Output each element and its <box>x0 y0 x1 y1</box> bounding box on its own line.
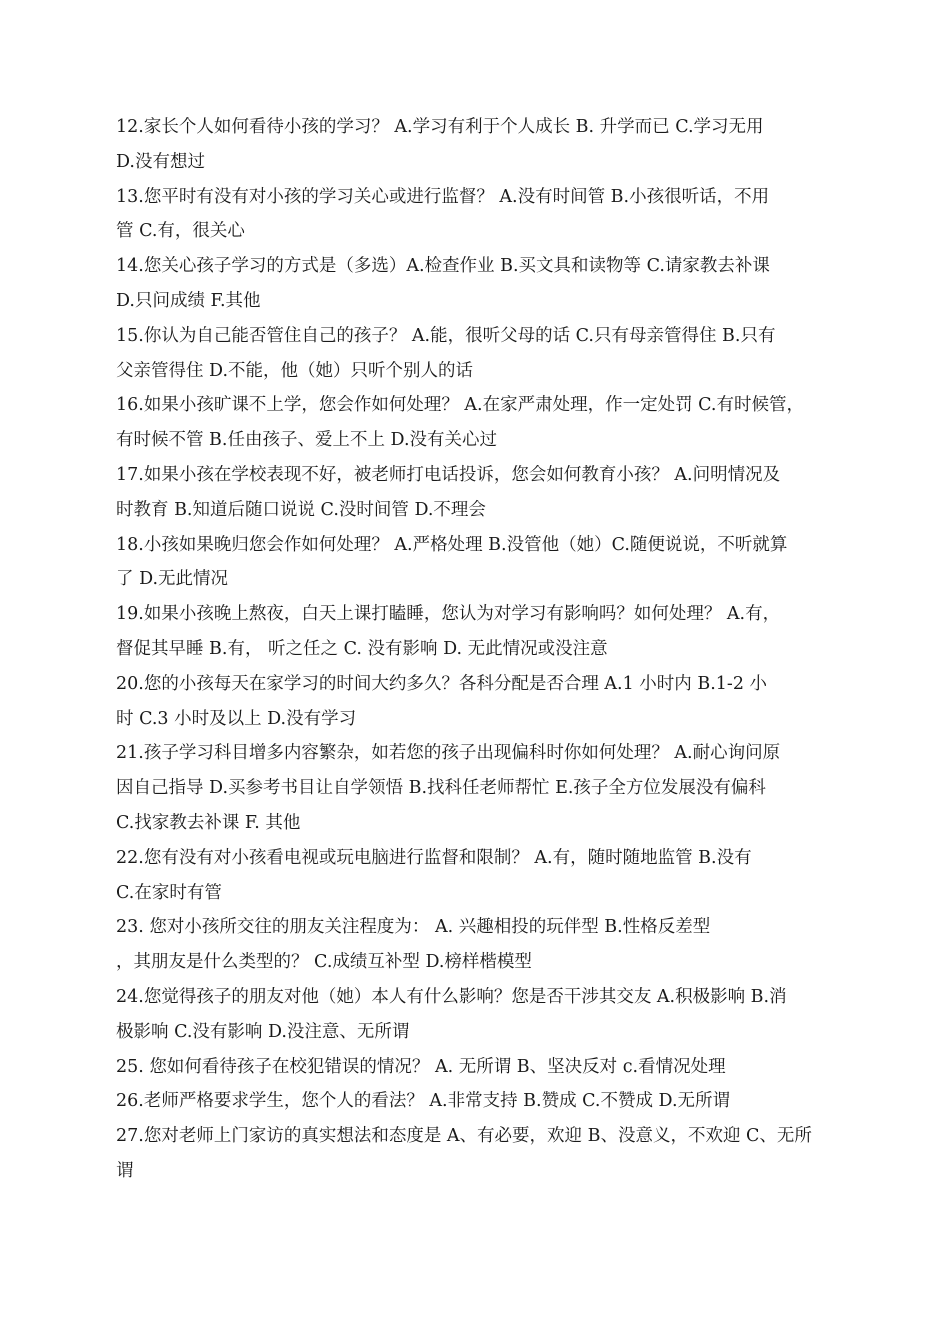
question-item <box>116 597 856 667</box>
question-line: 18.小孩如果晚归您会作如何处理？ A.严格处理 B.没管他（她）C.随便说说，不听就算 <box>116 534 788 555</box>
question-line: 13.您平时有没有对小孩的学习关心或进行监督？ A.没有时间管 B.小孩很听话，不用 <box>116 186 770 207</box>
question-line: 21.孩子学习科目增多内容繁杂，如若您的孩子出现偏科时你如何处理？ A.耐心询问原 <box>116 743 781 764</box>
question-item <box>116 1119 856 1189</box>
questionnaire-body <box>116 110 856 1189</box>
question-line: 22.您有没有对小孩看电视或玩电脑进行监督和限制？ A.有，随时随地监管 B.没有 <box>116 847 752 868</box>
question-line: 17.如果小孩在学校表现不好，被老师打电话投诉，您会如何教育小孩？ A.问明情况及 <box>116 464 781 485</box>
question-line: 16.如果小孩旷课不上学，您会作如何处理？ A.在家严肃处理，作一定处罚 C.有时候管， <box>116 395 804 416</box>
question-line: 12.家长个人如何看待小孩的学习？ A.学习有利于个人成长 B. 升学而已 C.学习无用 <box>116 117 764 137</box>
question-line: 20.您的小孩每天在家学习的时间大约多久？各科分配是否合理 A.1 小时内 B.1-2 小 <box>116 673 768 694</box>
question-line: C.找家教去补课 F. 其他 <box>116 812 301 833</box>
question-line: 有时候不管 B.任由孩子、爱上不上 D.没有关心过 <box>116 430 498 451</box>
question-item <box>116 319 856 389</box>
question-line: ，其朋友是什么类型的？ C.成绩互补型 D.榜样楷模型 <box>116 952 532 973</box>
question-item <box>116 458 856 528</box>
question-line: 因自己指导 D.买参考书目让自学领悟 B.找科任老师帮忙 E.孩子全方位发展没有偏科 <box>116 778 766 799</box>
question-line: 父亲管得住 D.不能，他（她）只听个别人的话 <box>116 360 474 381</box>
question-line: 25. 您如何看待孩子在校犯错误的情况？ A. 无所谓 B、坚决反对 c.看情况处理 <box>116 1056 726 1077</box>
question-item <box>116 528 856 598</box>
question-item <box>116 841 856 911</box>
question-item <box>116 1050 856 1085</box>
question-line: 15.你认为自己能否管住自己的孩子？ A.能，很听父母的话 C.只有母亲管得住 B.只有 <box>116 325 776 346</box>
question-line: 管 C.有，很关心 <box>116 221 245 242</box>
question-line: D.只问成绩 F.其他 <box>116 290 261 311</box>
question-item <box>116 1084 856 1119</box>
question-item <box>116 249 856 319</box>
question-line: 23. 您对小孩所交往的朋友关注程度为： A. 兴趣相投的玩伴型 B.性格反差型 <box>116 917 711 938</box>
question-item <box>116 736 856 840</box>
question-line: 26.老师严格要求学生，您个人的看法？ A.非常支持 B.赞成 C.不赞成 D.无所谓 <box>116 1091 731 1112</box>
question-line: C.在家时有管 <box>116 882 222 903</box>
question-line: 时 C.3 小时及以上 D.没有学习 <box>116 708 357 729</box>
question-item <box>116 180 856 250</box>
question-line: 19.如果小孩晚上熬夜，白天上课打瞌睡，您认为对学习有影响吗？如何处理？ A.有， <box>116 604 781 625</box>
question-item <box>116 388 856 458</box>
question-item <box>116 980 856 1050</box>
question-line: 时教育 B.知道后随口说说 C.没时间管 D.不理会 <box>116 499 486 520</box>
question-line: 24.您觉得孩子的朋友对他（她）本人有什么影响？您是否干涉其交友 A.积极影响 B.消 <box>116 986 787 1007</box>
question-item <box>116 110 856 180</box>
question-item <box>116 910 856 980</box>
question-line: D.没有想过 <box>116 151 205 172</box>
question-line: 谓 <box>116 1160 134 1181</box>
question-line: 14.您关心孩子学习的方式是（多选）A.检查作业 B.买文具和读物等 C.请家教去补课 <box>116 256 770 277</box>
question-line: 了 D.无此情况 <box>116 569 229 590</box>
question-line: 极影响 C.没有影响 D.没注意、无所谓 <box>116 1021 410 1042</box>
question-line: 督促其早睡 B.有， 听之任之 C. 没有影响 D. 无此情况或没注意 <box>116 638 608 659</box>
question-line: 27.您对老师上门家访的真实想法和态度是 A、有必要，欢迎 B、没意义，不欢迎 C、无所 <box>116 1126 812 1147</box>
question-item <box>116 667 856 737</box>
